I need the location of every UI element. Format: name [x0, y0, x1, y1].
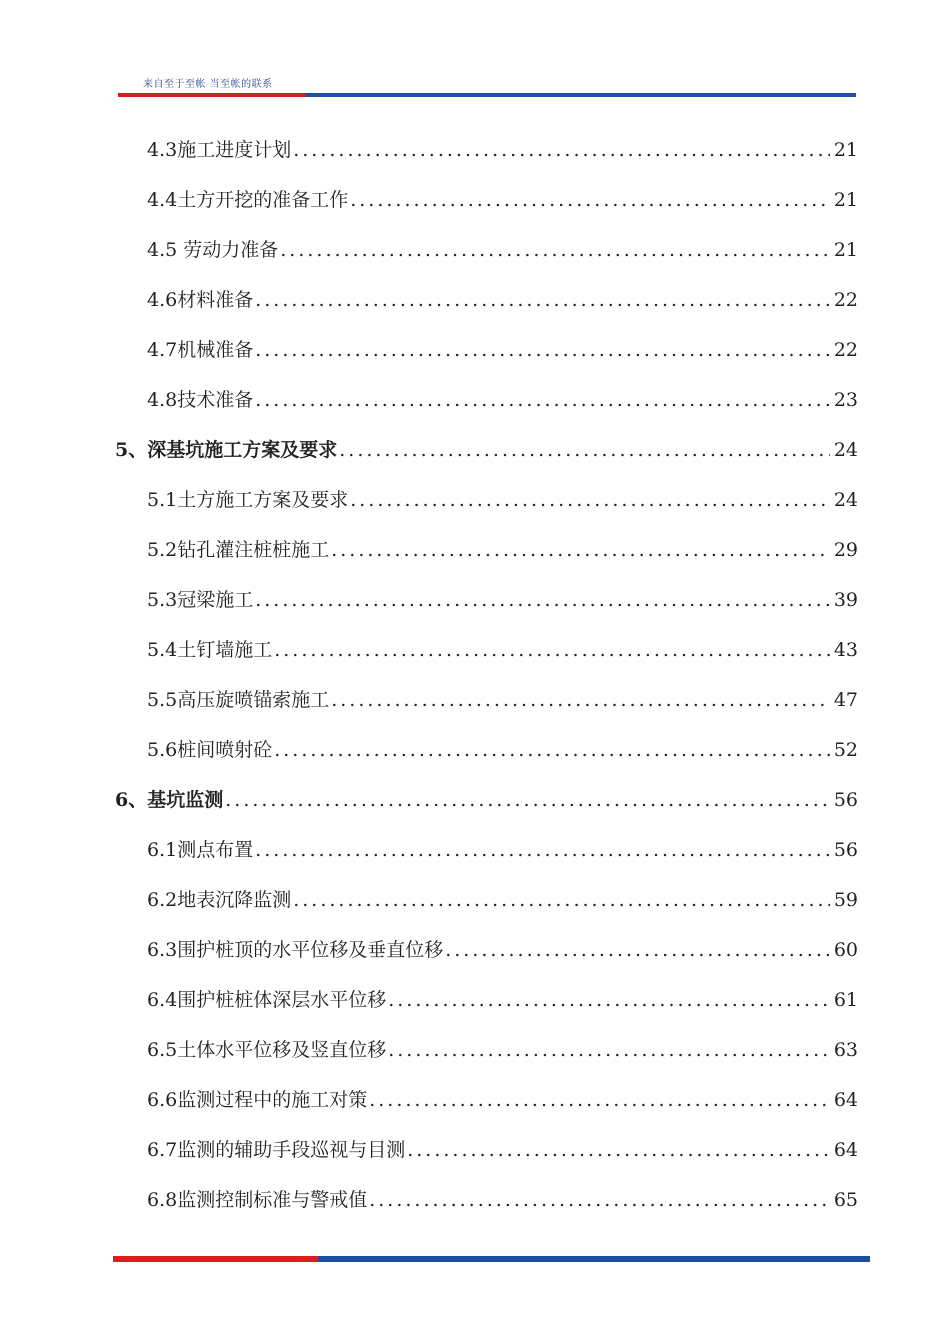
toc-entry-title: 4.5 劳动力准备 — [147, 239, 279, 261]
footer-rule-red — [113, 1256, 323, 1262]
toc-leader — [369, 1082, 830, 1118]
toc-entry-title: 4.8技术准备 — [147, 389, 254, 411]
footer-rule — [113, 1256, 870, 1262]
toc-leader — [407, 1132, 830, 1168]
toc-leader — [225, 782, 830, 818]
footer-rule-blue — [318, 1256, 870, 1262]
toc-entry-title: 5.6桩间喷射砼 — [147, 739, 273, 761]
toc-entry[interactable] — [147, 232, 858, 268]
toc-leader — [280, 232, 830, 268]
toc-entry-page: 39 — [833, 589, 858, 611]
toc-entry-page: 24 — [833, 489, 858, 511]
toc-entry-title: 6.7监测的辅助手段巡视与目测 — [147, 1139, 406, 1161]
toc-leader — [388, 1032, 830, 1068]
toc-entry-title: 5.4土钉墙施工 — [147, 639, 273, 661]
toc-entry-title: 4.3施工进度计划 — [147, 139, 292, 161]
toc-entry-title: 6.6监测过程中的施工对策 — [147, 1089, 368, 1111]
toc-entry[interactable] — [147, 1182, 858, 1218]
toc-entry[interactable] — [147, 882, 858, 918]
toc-entry-title: 6.5土体水平位移及竖直位移 — [147, 1039, 387, 1061]
toc-entry[interactable] — [147, 832, 858, 868]
header-text: 来自至于至帐 当至帐的联系 — [143, 79, 273, 90]
toc-entry-page: 64 — [833, 1139, 858, 1161]
toc-entry-page: 47 — [833, 689, 858, 711]
toc-entry-page: 21 — [833, 139, 858, 161]
toc-entry[interactable] — [147, 632, 858, 668]
toc-entry-page: 21 — [833, 239, 858, 261]
toc-entry-page: 64 — [833, 1089, 858, 1111]
toc-entry-title: 6.2地表沉降监测 — [147, 889, 292, 911]
toc-leader — [388, 982, 830, 1018]
toc-leader — [350, 482, 830, 518]
toc-entry[interactable] — [147, 282, 858, 318]
toc-entry-title: 5.2钻孔灌注桩桩施工 — [147, 539, 330, 561]
toc-entry[interactable] — [147, 1132, 858, 1168]
toc-entry-page: 22 — [833, 289, 858, 311]
toc-entry-page: 61 — [833, 989, 858, 1011]
toc-entry-title: 6.3围护桩顶的水平位移及垂直位移 — [147, 939, 444, 961]
toc-entry-title: 4.7机械准备 — [147, 339, 254, 361]
toc-entry-page: 24 — [833, 439, 858, 461]
toc-entry-page: 59 — [833, 889, 858, 911]
toc-leader — [255, 282, 830, 318]
toc-entry[interactable] — [147, 1082, 858, 1118]
toc-leader — [255, 382, 830, 418]
toc-leader — [331, 532, 830, 568]
toc-leader — [339, 432, 830, 468]
toc-leader — [274, 632, 830, 668]
toc-entry-page: 60 — [833, 939, 858, 961]
toc-entry[interactable] — [147, 1032, 858, 1068]
toc-leader — [445, 932, 830, 968]
toc-entry[interactable] — [147, 132, 858, 168]
toc-entry-page: 63 — [833, 1039, 858, 1061]
toc-entry[interactable] — [147, 382, 858, 418]
toc-entry[interactable] — [147, 982, 858, 1018]
toc-entry-title: 5.3冠梁施工 — [147, 589, 254, 611]
toc-entry-page: 29 — [833, 539, 858, 561]
toc-entry[interactable] — [147, 182, 858, 218]
toc-entry[interactable] — [147, 332, 858, 368]
toc-entry-page: 23 — [833, 389, 858, 411]
toc-entry[interactable] — [147, 732, 858, 768]
toc-entry[interactable] — [147, 482, 858, 518]
toc-entry-chapter[interactable] — [115, 432, 858, 468]
header-rule-red — [118, 93, 308, 97]
toc-leader — [331, 682, 830, 718]
toc-entry[interactable] — [147, 532, 858, 568]
toc-entry-title: 5.5高压旋喷锚索施工 — [147, 689, 330, 711]
toc-entry-title: 6、基坑监测 — [115, 789, 224, 811]
toc-leader — [255, 832, 830, 868]
toc-entry-page: 22 — [833, 339, 858, 361]
header-rule-blue — [305, 93, 856, 97]
toc-leader — [255, 582, 830, 618]
toc-entry-page: 56 — [833, 839, 858, 861]
toc-leader — [369, 1182, 830, 1218]
toc-leader — [293, 132, 830, 168]
toc-entry[interactable] — [147, 582, 858, 618]
toc-entry-page: 21 — [833, 189, 858, 211]
toc-leader — [350, 182, 830, 218]
toc-entry-page: 52 — [833, 739, 858, 761]
toc-entry-title: 5.1土方施工方案及要求 — [147, 489, 349, 511]
toc-leader — [274, 732, 830, 768]
toc-entry-page: 65 — [833, 1189, 858, 1211]
toc-entry[interactable] — [147, 932, 858, 968]
toc-entry-page: 43 — [833, 639, 858, 661]
toc-entry-chapter[interactable] — [115, 782, 858, 818]
toc-entry-title: 6.4围护桩桩体深层水平位移 — [147, 989, 387, 1011]
toc-entry-title: 6.1测点布置 — [147, 839, 254, 861]
header-rule — [118, 93, 856, 97]
toc-entry-title: 4.6材料准备 — [147, 289, 254, 311]
toc-entry-title: 6.8监测控制标准与警戒值 — [147, 1189, 368, 1211]
toc-leader — [255, 332, 830, 368]
toc-entry[interactable] — [147, 682, 858, 718]
toc-entry-title: 4.4土方开挖的准备工作 — [147, 189, 349, 211]
toc-entry-page: 56 — [833, 789, 858, 811]
toc-entry-title: 5、深基坑施工方案及要求 — [115, 439, 338, 461]
toc-leader — [293, 882, 830, 918]
